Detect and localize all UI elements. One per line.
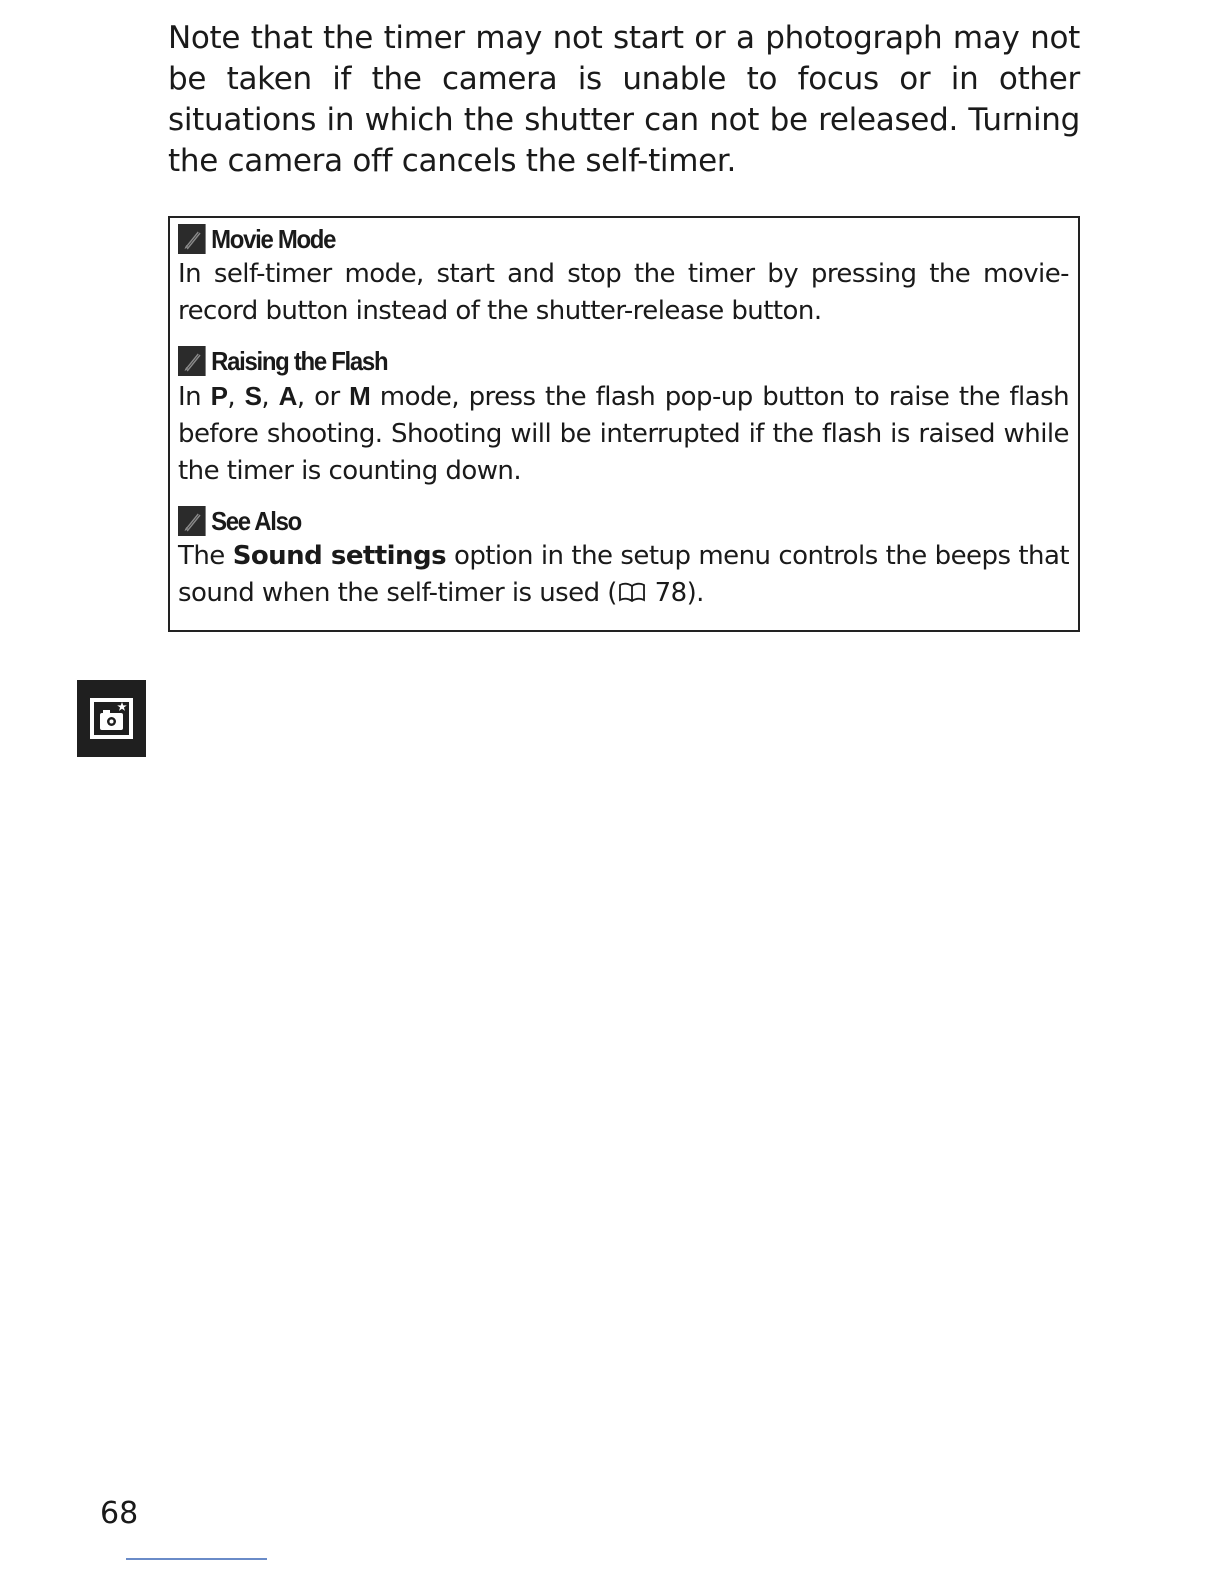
note-title: Movie Mode: [211, 223, 336, 254]
notes-box: [168, 216, 1080, 632]
page-number: 68: [100, 1496, 139, 1531]
note-body: In P, S, A, or M mode, press the flash pop-up button to raise the flash before shooting. Shooting will be interrupted if the flash is raised while the timer is counting down.: [178, 381, 1070, 486]
pencil-note-icon: [178, 224, 206, 254]
pencil-note-icon: [178, 506, 206, 536]
page-reference[interactable]: 78: [654, 578, 687, 608]
note-body: The Sound settings option in the setup menu controls the beeps that sound when the self-timer is used ( 78).: [178, 538, 1069, 614]
mode-s: S: [244, 381, 262, 411]
mode-m: M: [349, 381, 371, 411]
footer-rule: [126, 1558, 267, 1560]
mode-a: A: [278, 381, 297, 411]
camera-shooting-tab-icon: [77, 680, 146, 757]
note-title: See Also: [211, 505, 301, 536]
mode-p: P: [210, 381, 228, 411]
note-title: Raising the Flash: [211, 345, 388, 376]
intro-paragraph: Note that the timer may not start or a photograph may not be taken if the camera is unable to focus or in other situations in which the shutter can not be released. Turning the camera off cancels the self-timer.: [168, 20, 1080, 179]
sound-settings-option: Sound settings: [232, 541, 446, 571]
note-raising-flash: [178, 344, 1069, 490]
note-body: In self-timer mode, start and stop the timer by pressing the movie-record button instead of the shutter-release button.: [178, 259, 1069, 326]
pencil-note-icon: [178, 346, 206, 376]
book-icon: [617, 577, 647, 614]
note-see-also: [178, 504, 1069, 614]
note-movie-mode: [178, 222, 1069, 330]
